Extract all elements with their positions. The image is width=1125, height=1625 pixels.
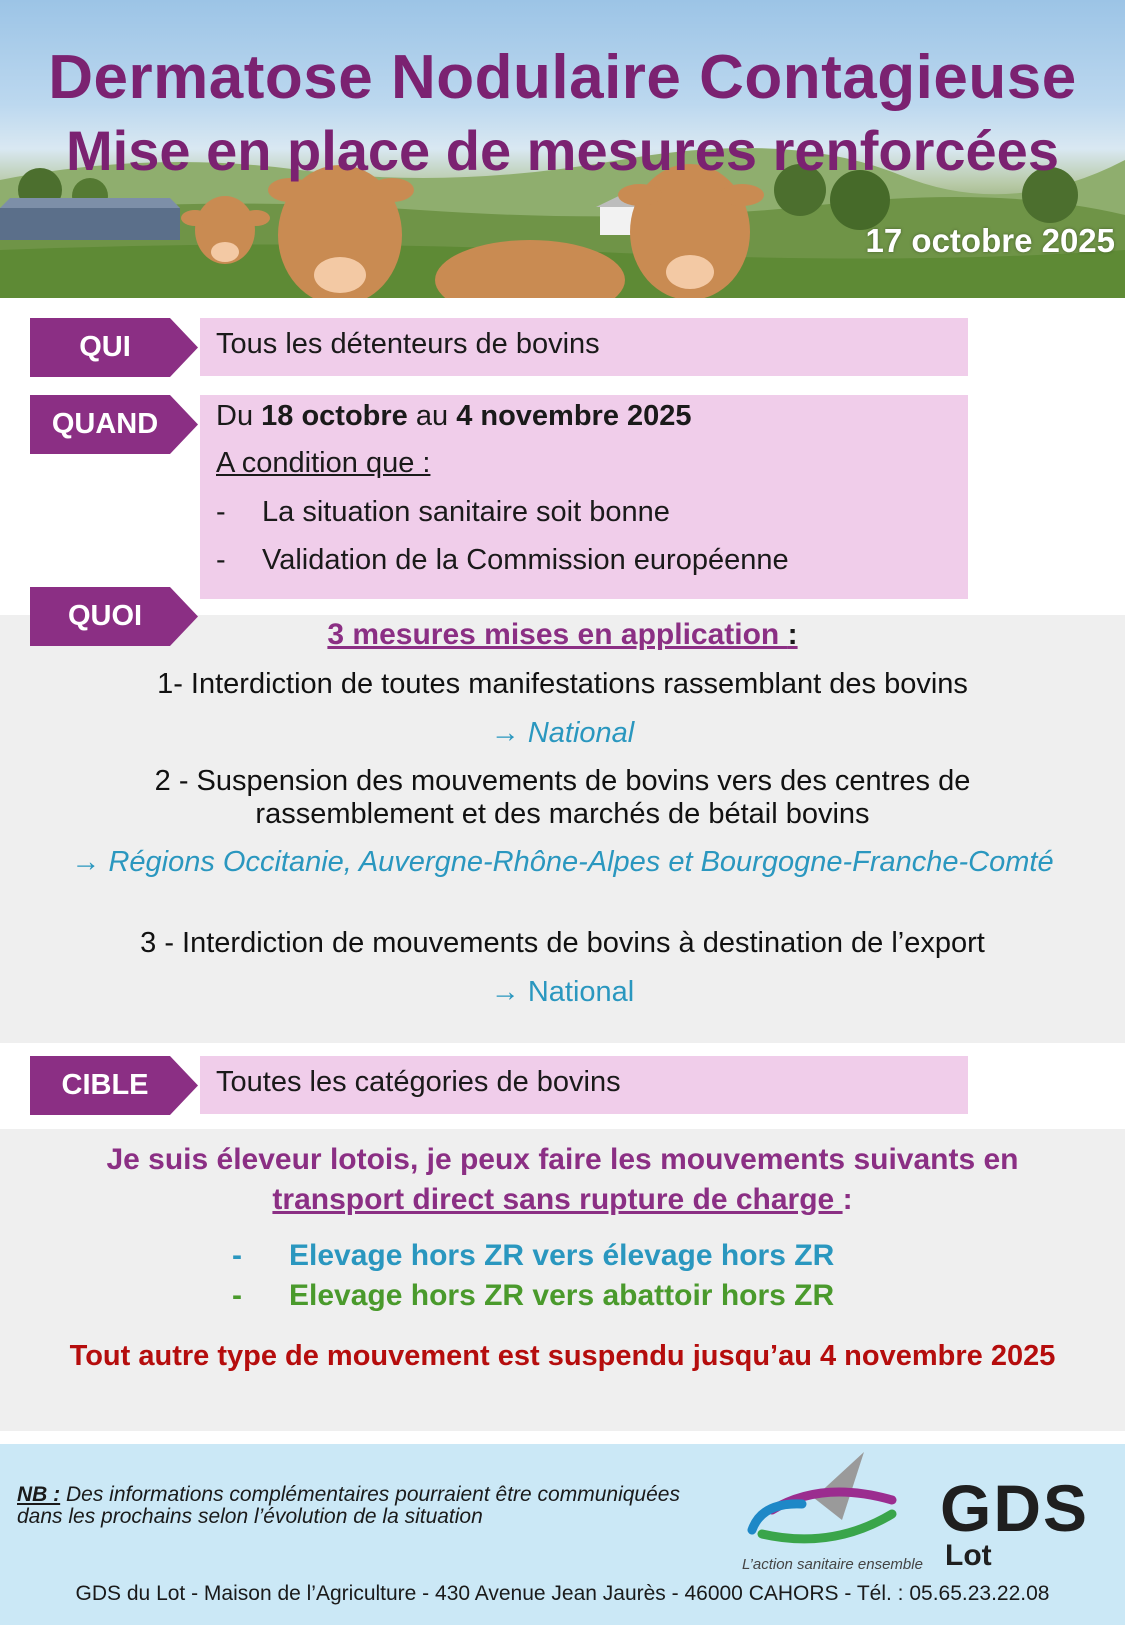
quand-end-date: 4 novembre 2025: [456, 400, 692, 432]
cible-text: Toutes les catégories de bovins: [216, 1066, 621, 1098]
quoi-heading: [0, 618, 1125, 652]
quand-box: [200, 395, 968, 599]
movement-dash: -: [232, 1279, 242, 1312]
qui-label-tag: [30, 318, 198, 377]
quand-start-date: 18 octobre: [261, 400, 408, 432]
quand-condition-label: A condition que :: [216, 447, 431, 479]
nb-text: Des informations complémentaires pourraient être communiquées dans les prochains selon l’évolution de la situation: [17, 1483, 680, 1528]
nb-label: NB :: [17, 1483, 61, 1506]
header-banner: [0, 0, 1125, 298]
qui-box: [200, 318, 968, 376]
quand-dates: [216, 400, 692, 433]
gds-logo-icon: [742, 1452, 922, 1552]
page-title: Dermatose Nodulaire Contagieuse: [48, 43, 1077, 112]
condition-item: Validation de la Commission européenne: [262, 544, 789, 576]
eleveur-heading: [0, 1140, 1125, 1220]
condition-dash: -: [216, 496, 226, 528]
page-subtitle: Mise en place de mesures renforcées: [66, 119, 1059, 182]
quoi-label: QUOI: [67, 600, 143, 632]
measure-2-scope: → Régions Occitanie, Auvergne-Rhône-Alpes et Bourgogne-Franche-Comté: [71, 846, 1054, 878]
nb-note: [17, 1484, 717, 1528]
publication-date: 17 octobre 2025: [865, 222, 1115, 259]
qui-label: QUI: [79, 331, 131, 363]
eleveur-heading-colon: :: [842, 1183, 853, 1216]
movement-item: Elevage hors ZR vers élevage hors ZR: [289, 1239, 835, 1272]
quand-prefix: Du: [216, 400, 262, 432]
movement-item: Elevage hors ZR vers abattoir hors ZR: [289, 1279, 835, 1312]
movement-dash: -: [232, 1239, 242, 1272]
footer-address: GDS du Lot - Maison de l’Agriculture - 430 Avenue Jean Jaurès - 46000 CAHORS - Tél. : 05.65.23.22.08: [75, 1582, 1050, 1605]
gds-logo-text: GDS: [940, 1471, 1090, 1545]
gds-tagline: L’action sanitaire ensemble: [742, 1556, 923, 1573]
quoi-heading-colon: :: [787, 618, 798, 651]
measure-3-scope: → National: [490, 976, 635, 1008]
cible-box: [200, 1056, 968, 1114]
measure-1-scope: → National: [490, 717, 635, 749]
quoi-heading-text: 3 mesures mises en application: [327, 618, 788, 651]
suspension-warning: Tout autre type de mouvement est suspendu jusqu’au 4 novembre 2025: [69, 1340, 1056, 1372]
eleveur-heading-line2: transport direct sans rupture de charge: [272, 1183, 843, 1216]
quand-middle: au: [407, 400, 457, 432]
measure-3: 3 - Interdiction de mouvements de bovins à destination de l’export: [140, 927, 985, 959]
cible-label: CIBLE: [61, 1069, 149, 1101]
cible-label-tag: [30, 1056, 198, 1115]
measure-1: 1- Interdiction de toutes manifestations rassemblant des bovins: [157, 668, 968, 700]
eleveur-heading-line1: Je suis éleveur lotois, je peux faire les mouvements suivants en: [106, 1143, 1019, 1176]
condition-dash: -: [216, 544, 226, 576]
gds-logo-sub: Lot: [945, 1539, 992, 1572]
quand-label-tag: [30, 395, 198, 454]
qui-text: Tous les détenteurs de bovins: [216, 328, 600, 360]
measure-2: 2 - Suspension des mouvements de bovins vers des centres de rassemblement et des marchés de bétail bovins: [154, 765, 971, 830]
quand-label: QUAND: [51, 408, 159, 440]
condition-item: La situation sanitaire soit bonne: [262, 496, 670, 528]
